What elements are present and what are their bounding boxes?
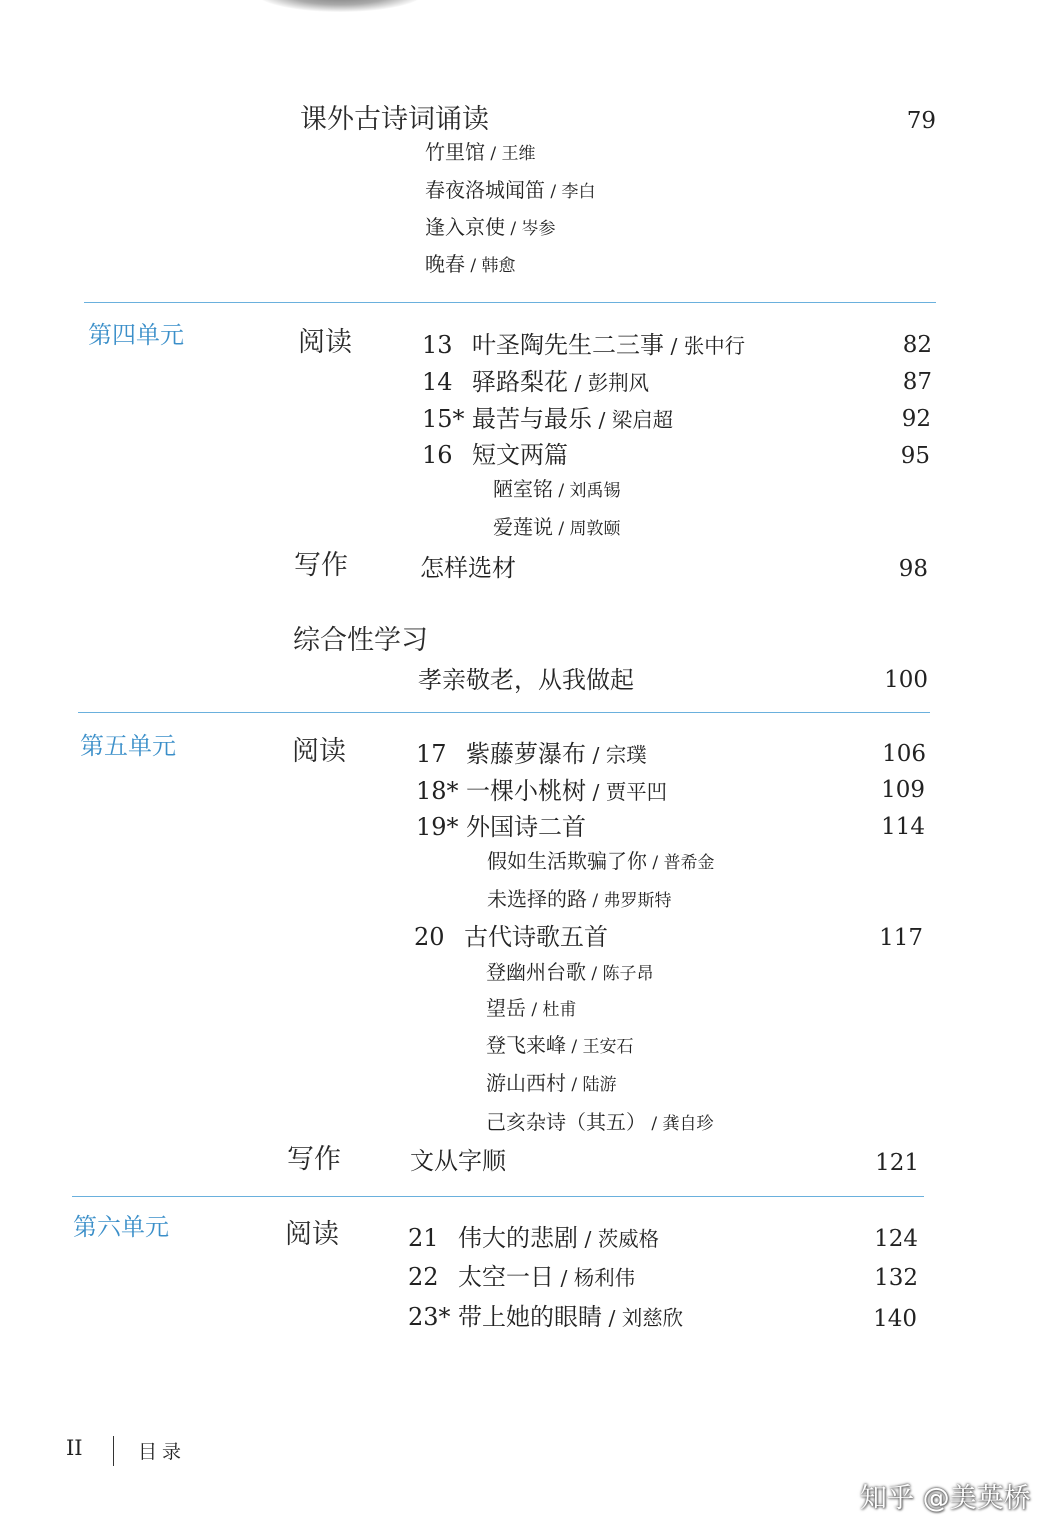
page-number: 87 [902, 369, 932, 395]
sub-entry: 陋室铭/ 刘禹锡 [493, 473, 621, 502]
page-number: 117 [879, 925, 923, 951]
page-number: 140 [873, 1306, 917, 1332]
writing-label: 写作 [294, 550, 348, 581]
writing-entry: 怎样选材 [420, 554, 516, 582]
lesson-entry: 23* 带上她的眼睛/ 刘慈欣 [408, 1297, 683, 1332]
sub-entry: 假如生活欺骗了你/ 普希金 [487, 845, 715, 874]
unit-divider-rule [78, 712, 930, 713]
poem-entry: 春夜洛城闻笛/ 李白 [425, 174, 596, 203]
writing-entry: 文从字顺 [410, 1147, 506, 1175]
lesson-entry: 18* 一棵小桃树/ 贾平凹 [416, 771, 667, 806]
page-number: 82 [902, 332, 932, 358]
lesson-entry: 13 叶圣陶先生二三事/ 张中行 [422, 325, 745, 360]
lesson-entry: 21 伟大的悲剧/ 茨威格 [408, 1218, 659, 1253]
unit-heading-4: 第四单元 [88, 321, 184, 349]
page-number: 106 [882, 741, 926, 767]
integrated-learning-label: 综合性学习 [293, 625, 428, 656]
page-number: 92 [901, 406, 931, 432]
unit-heading-6: 第六单元 [73, 1213, 169, 1241]
page-number: 100 [884, 667, 928, 693]
sub-entry: 望岳/ 杜甫 [486, 992, 577, 1021]
footer-page-number: II [66, 1436, 83, 1460]
sub-entry: 登幽州台歌/ 陈子昂 [486, 956, 654, 985]
poem-entry: 竹里馆/ 王维 [425, 136, 536, 165]
lesson-entry: 14 驿路梨花/ 彭荆风 [422, 362, 649, 397]
sub-entry: 爱莲说/ 周敦颐 [493, 511, 621, 540]
sub-entry: 己亥杂诗（其五）/ 龚自珍 [486, 1106, 714, 1135]
poem-entry: 逢入京使/ 岑参 [425, 211, 556, 240]
unit-divider-rule [84, 302, 936, 303]
page-number: 109 [881, 777, 925, 803]
reading-label: 阅读 [285, 1219, 339, 1250]
poem-entry: 晚春/ 韩愈 [425, 248, 516, 277]
sub-entry: 登飞来峰/ 王安石 [486, 1029, 634, 1058]
page-number: 121 [875, 1150, 919, 1176]
footer-divider [113, 1436, 114, 1466]
lesson-entry: 19* 外国诗二首 [416, 813, 586, 841]
lesson-entry: 22 太空一日/ 杨利伟 [408, 1257, 635, 1292]
page-number: 98 [898, 556, 928, 582]
footer-label: 目录 [138, 1441, 187, 1463]
lesson-entry: 15* 最苦与最乐/ 梁启超 [422, 399, 673, 434]
page-number: 95 [900, 443, 930, 469]
lesson-entry: 17 紫藤萝瀑布/ 宗璞 [416, 734, 647, 769]
page-number: 132 [874, 1265, 918, 1291]
reading-label: 阅读 [292, 736, 346, 767]
page-number: 124 [874, 1226, 918, 1252]
watermark: 知乎 @美英桥 [860, 1483, 1031, 1514]
unit-divider-rule [72, 1196, 924, 1197]
section-heading-extracurricular-poems: 课外古诗词诵读 [300, 104, 489, 135]
top-shadow-decoration [255, 0, 425, 12]
unit-heading-5: 第五单元 [80, 732, 176, 760]
lesson-entry: 16 短文两篇 [422, 441, 568, 469]
sub-entry: 游山西村/ 陆游 [486, 1067, 617, 1096]
writing-label: 写作 [287, 1144, 341, 1175]
sub-entry: 未选择的路/ 弗罗斯特 [487, 883, 672, 912]
page-number: 114 [881, 814, 925, 840]
page-number: 79 [906, 108, 936, 134]
integrated-entry: 孝亲敬老，从我做起 [418, 666, 634, 694]
reading-label: 阅读 [298, 327, 352, 358]
lesson-entry: 20 古代诗歌五首 [414, 923, 608, 951]
